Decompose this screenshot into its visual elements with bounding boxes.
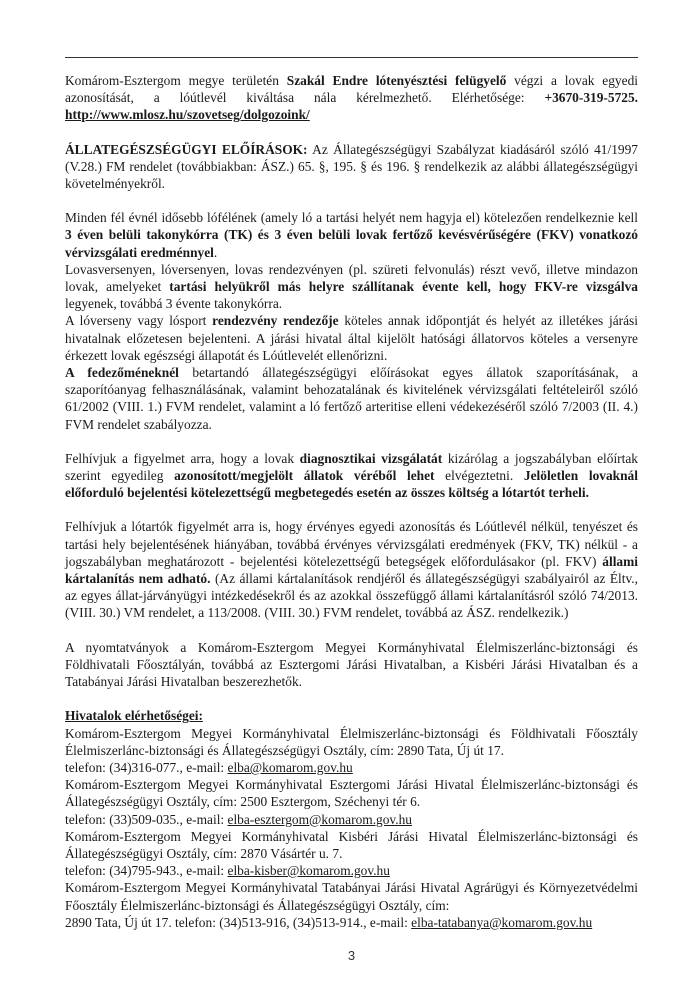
office-entry (65, 725, 638, 777)
text: köteles annak időpontját és helyét az illetékes járási hivatalnak előzetesen bejelenteni. A járási hivatal által kijelölt hatósági állatorvos köteles a versenyre érkezett lovak egészségi állapotát és Lóútlevelét ellenőrizni. (65, 313, 638, 363)
contact-text: telefon: (34)316-077., e-mail: (65, 759, 228, 775)
email-link[interactable]: elba-esztergom@komarom.gov.hu (227, 811, 412, 827)
contact-text: 2890 Tata, Új út 17. telefon: (34)513-916, (34)513-914., e-mail: (65, 914, 412, 930)
emphasis: rendezvény rendezője (212, 313, 339, 329)
office-entry (65, 828, 638, 880)
inspector-name: Szakál Endre lótenyésztési felügyelő (286, 73, 507, 88)
text: Felhívjuk a figyelmet arra, hogy a lovak (65, 450, 300, 466)
office-entry (65, 776, 638, 828)
office-name: Komárom-Esztergom Megyei Kormányhivatal Tatabányai Járási Hivatal Agrárügyi és Környezetvédelmi Főosztály Élelmiszerlánc-biztonsági és Állategészségügyi Osztály, cím: (65, 880, 638, 913)
page-number: 3 (347, 948, 356, 963)
header-rule (65, 57, 638, 58)
document-page (65, 0, 638, 990)
paragraph-regulations (65, 141, 638, 193)
paragraph-blood-test (65, 209, 638, 261)
offices-heading: Hivatalok elérhetőségei: (65, 708, 203, 724)
office-name: Komárom-Esztergom Megyei Kormányhivatal Élelmiszerlánc-biztonsági és Földhivatali Főosztály Élelmiszerlánc-biztonsági és Állategészségügyi Osztály, cím: 2890 Tata, Új út 17. (65, 725, 638, 758)
emphasis: A fedezőméneknél (65, 365, 179, 381)
text: kizárólag a jogszabályban előírtak szerint egyedileg (65, 450, 638, 484)
office-name: Komárom-Esztergom Megyei Kormányhivatal Kisbéri Járási Hivatal Élelmiszerlánc-biztonsági és Állategészségügyi Osztály, cím: 2870 Vásártér u. 7. (65, 828, 638, 861)
text: elvégeztetni. (434, 468, 524, 484)
section-heading: ÁLLATEGÉSZSÉGÜGYI ELŐÍRÁSOK: (65, 141, 308, 157)
text: betartandó állategészségügyi előírásokat egyes állatok szaporításának, a szaporítóanyag felhasználásának, valamint behozatalának és kivitelének vérvizsgálati feltételeiről szóló 61/2002 (VIII. 1.) FVM rendelet, valamint a ló fertőző arteritise elleni védekezéséről szóló 7/2003 (II. 4.) FVM rendelet szabályozza. (65, 365, 638, 432)
paragraph-events (65, 261, 638, 313)
paragraph-forms (65, 639, 638, 691)
phone-number: +3670-319-5725. (544, 90, 638, 106)
office-entry (65, 879, 638, 931)
office-contact (65, 811, 638, 828)
emphasis: 3 éven belüli takonykórra (TK) és 3 éven belüli lovak fertőző kevésvérűségére (FKV) vonatkozó vérvizsgálati eredménnyel (65, 227, 638, 260)
text: Az Állategészségügyi Szabályzat kiadásáról szóló 41/1997 (V.28.) FM rendelet (továbbiakban: ÁSZ.) 65. §, 195. § és 196. § rendelkezik az alábbi állategészségügyi követelményekről. (65, 141, 638, 192)
paragraph-organizer (65, 312, 638, 364)
paragraph-inspector (65, 72, 638, 124)
offices-section (65, 707, 638, 931)
paragraph-compensation (65, 518, 638, 621)
emphasis: állami kártalanítás nem adható. (65, 553, 638, 587)
office-contact (65, 914, 638, 931)
text: Felhívjuk a lótartók figyelmét arra is, hogy érvényes egyedi azonosítás és Lóútlevél nélkül, tenyészet és tartási hely bejelentésének hiányában, továbbá érvényes vérvizsgálati eredmények (FKV, TK) nélkül - a jogszabályban meghatározott - bejelentési kötelezettségű betegségek előfordulásakor (pl. FKV) (65, 519, 638, 569)
emphasis: azonosított/megjelölt állatok véréből lehet (174, 468, 435, 484)
text: A lóverseny vagy lósport (65, 313, 213, 329)
emphasis: Jelöletlen lovaknál előforduló bejelentési kötelezettségű megbetegedés esetén az összes költség a lótartót terheli. (65, 468, 638, 501)
text: . (213, 244, 218, 260)
mlosz-link[interactable]: http://www.mlosz.hu/szovetseg/dolgozoink/ (65, 107, 310, 123)
text: végzi a lovak egyedi azonosítását, a lóútlevél kiváltása nála kérelmezhető. Elérhetősége: (65, 73, 638, 106)
office-name: Komárom-Esztergom Megyei Kormányhivatal Esztergomi Járási Hivatal Élelmiszerlánc-biztonsági és Állategészségügyi Osztály, cím: 2500 Esztergom, Széchenyi tér 6. (65, 777, 638, 810)
text: Lovasversenyen, lóversenyen, lovas rendezvényen (pl. szüreti felvonulás) részt vevő, illetve mindazon lovak, amelyeket (65, 261, 638, 295)
text: Komárom-Esztergom megye területén (65, 73, 287, 88)
text: A nyomtatványok a Komárom-Esztergom Megyei Kormányhivatal Élelmiszerlánc-biztonsági és Földhivatali Főosztályán, továbbá az Esztergomi Járási Hivatalban, a Kisbéri Járási Hivatalban és a Tatabányai Járási Hivatalban beszerezhetők. (65, 639, 638, 690)
office-contact (65, 759, 638, 776)
contact-text: telefon: (34)795-943., e-mail: (65, 863, 228, 879)
text: (Az állami kártalanítások rendjéről és állategészségügyi szabályairól az Éltv., az egyes állat-járványügyi intézkedésekről és az azokkal összefüggő állami kártalanításról szóló 74/2013. (VIII. 30.) VM rendelet, a 113/2008. (VIII. 30.) FVM rendelet, továbbá az ÁSZ. rendelkezik.) (65, 571, 638, 621)
contact-text: telefon: (33)509-035., e-mail: (65, 811, 228, 827)
email-link[interactable]: elba@komarom.gov.hu (227, 759, 353, 775)
document-body (65, 72, 638, 931)
paragraph-stallions (65, 364, 638, 433)
office-contact (65, 862, 638, 879)
emphasis: tartási helyükről más helyre szállítanak évente kell, hogy FKV-re vizsgálva (169, 279, 638, 295)
email-link[interactable]: elba-kisber@komarom.gov.hu (227, 863, 390, 879)
text: legyenek, továbbá 3 évente takonykórra. (65, 296, 283, 312)
email-link[interactable]: elba-tatabanya@komarom.gov.hu (411, 914, 593, 930)
emphasis: diagnosztikai vizsgálatát (299, 450, 443, 466)
paragraph-diagnostics (65, 450, 638, 502)
text: Minden fél évnél idősebb lófélének (amely ló a tartási helyét nem hagyja el) kötelezően rendelkeznie kell (65, 210, 638, 226)
